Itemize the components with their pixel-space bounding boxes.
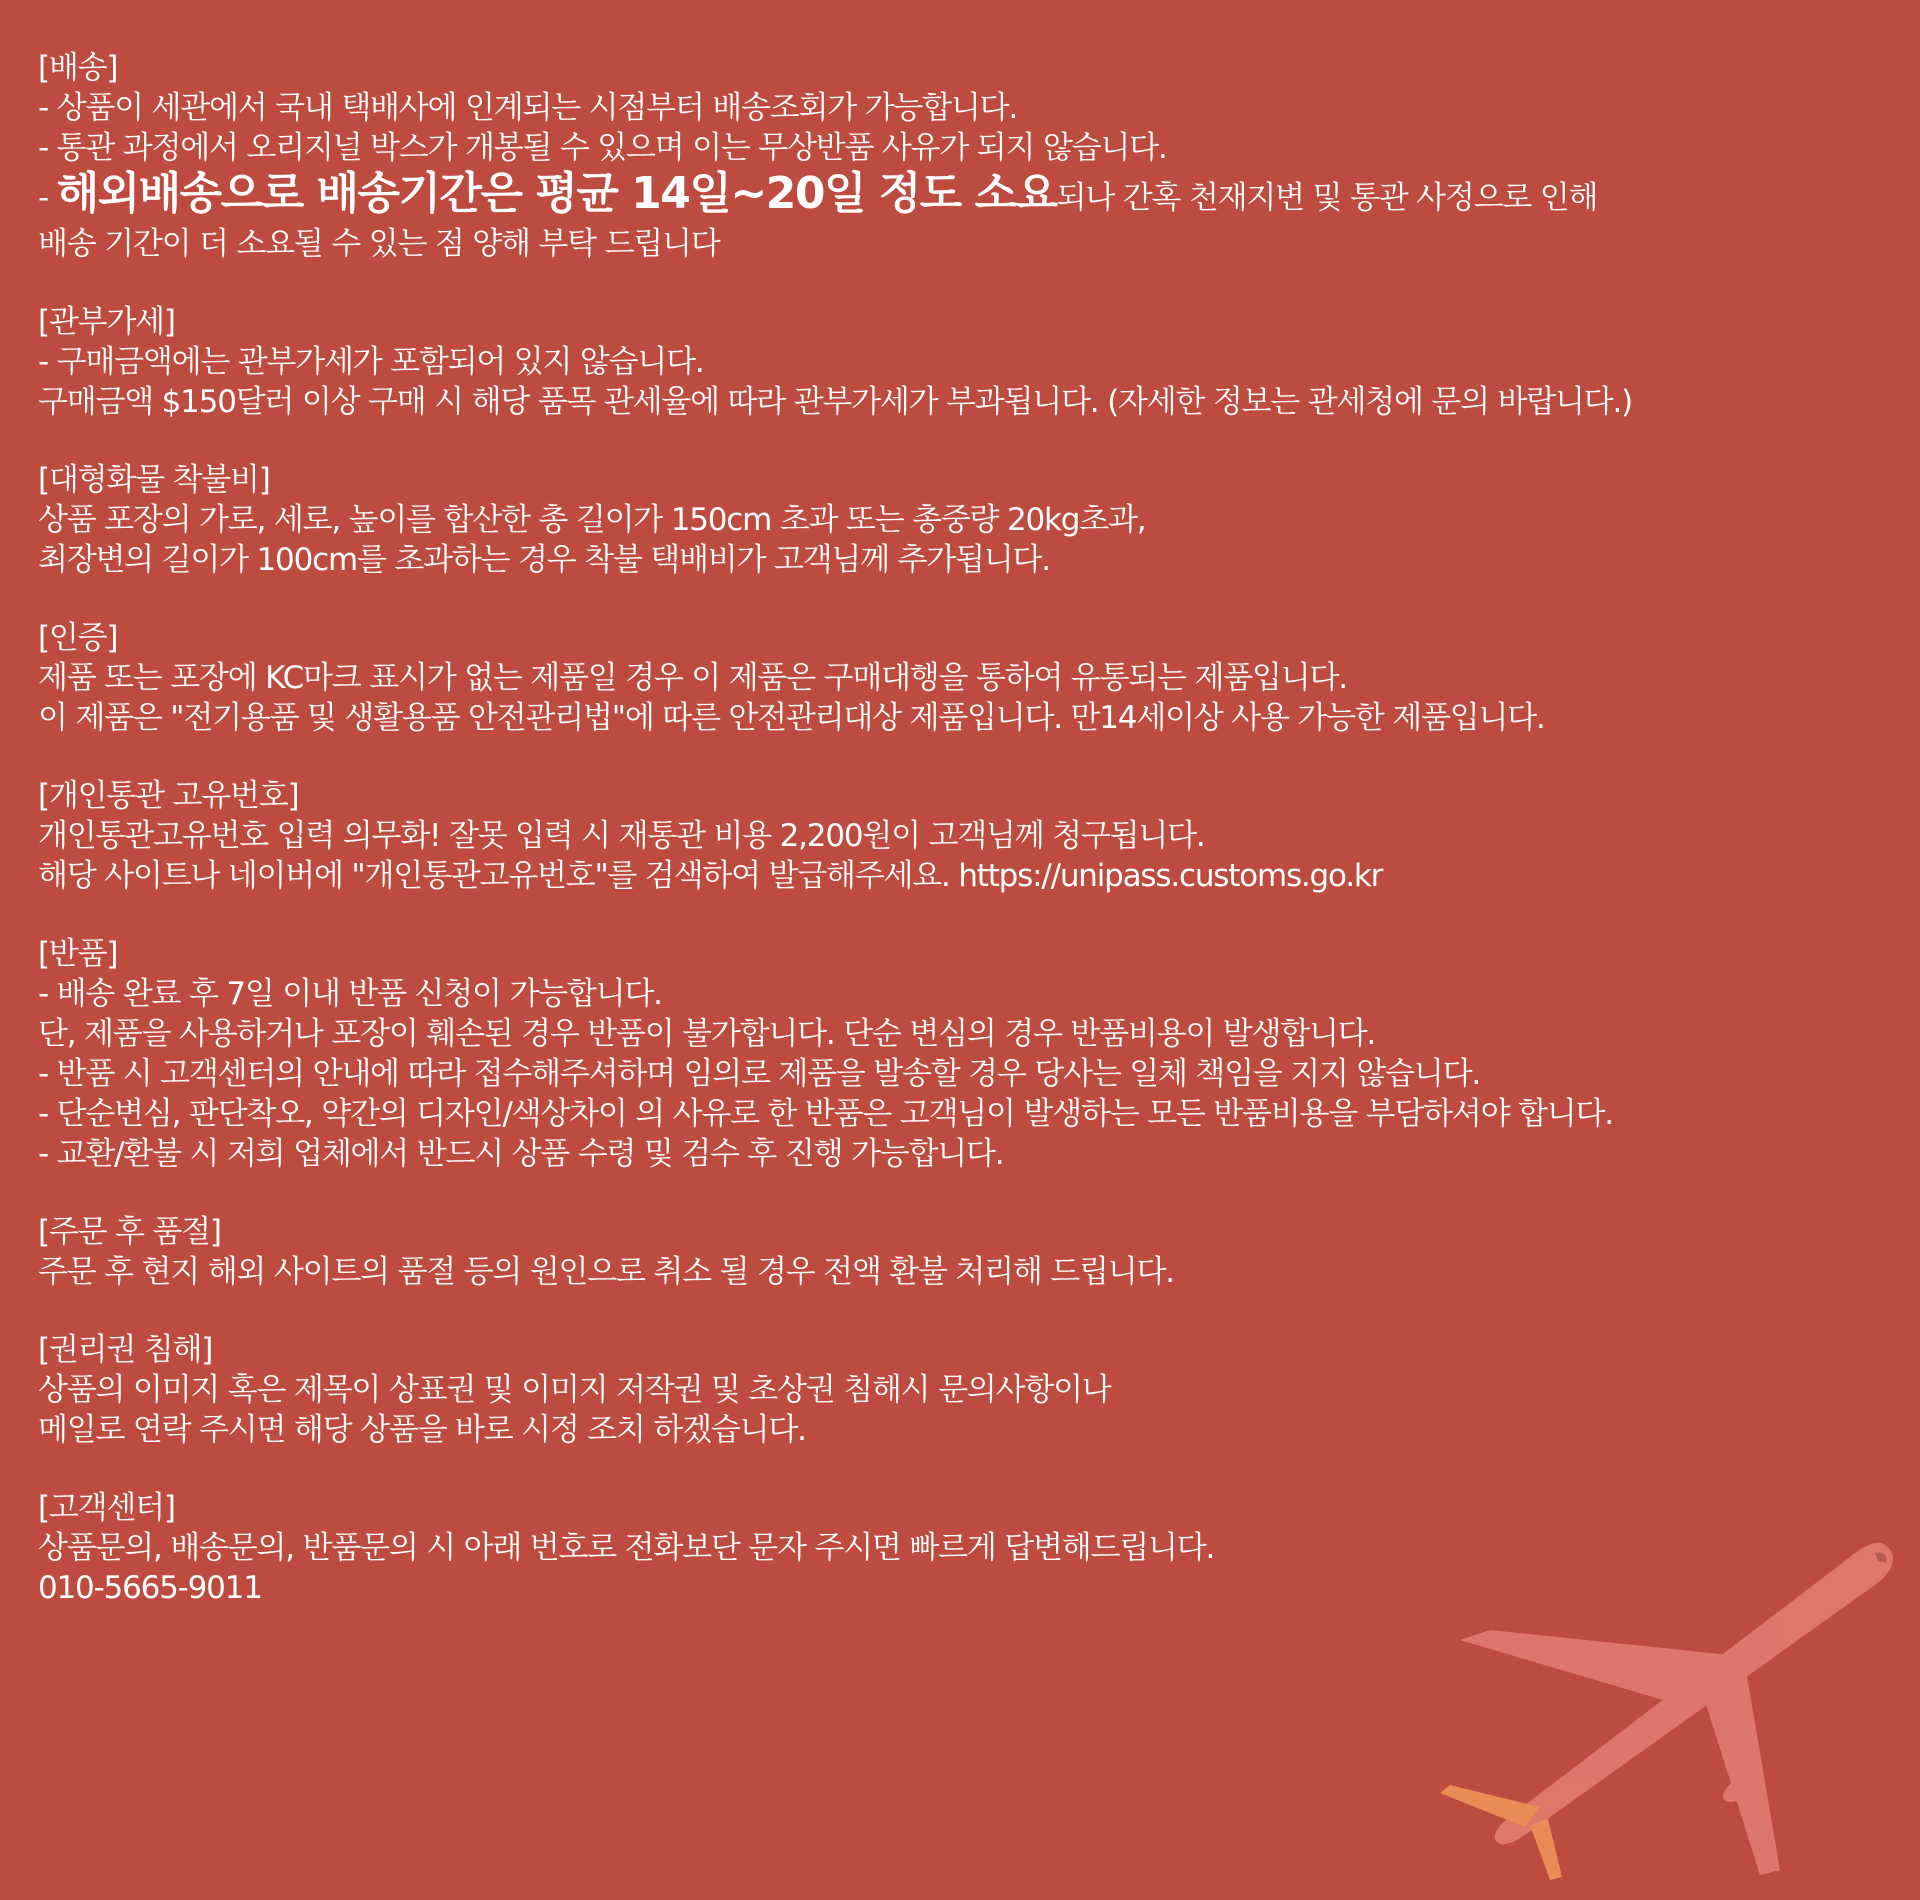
section-customs-id <box>38 776 1898 896</box>
section-line: 단, 제품을 사용하거나 포장이 훼손된 경우 반품이 불가합니다. 단순 변심의 경우 반품비용이 발생합니다. <box>38 1016 1376 1052</box>
airplane-icon <box>1430 1535 1900 1885</box>
section-customs-tax <box>38 302 1898 422</box>
emphasis-text: 해외배송으로 배송기간은 평균 14일~20일 정도 소요 <box>56 168 1057 219</box>
section-line: 주문 후 현지 해외 사이트의 품절 등의 원인으로 취소 될 경우 전액 환불 처리해 드립니다. <box>38 1254 1174 1290</box>
section-line: - 통관 과정에서 오리지널 박스가 개봉될 수 있으며 이는 무상반품 사유가 되지 않습니다. <box>38 130 1167 166</box>
section-line: 해당 사이트나 네이버에 "개인통관고유번호"를 검색하여 발급해주세요. https://unipass.customs.go.kr <box>38 858 1383 894</box>
section-line: - 교환/환불 시 저희 업체에서 반드시 상품 수령 및 검수 후 진행 가능합니다. <box>38 1136 1004 1172</box>
section-heading: [고객센터] <box>38 1490 175 1526</box>
section-heading: [권리권 침해] <box>38 1332 213 1368</box>
section-line: 배송 기간이 더 소요될 수 있는 점 양해 부탁 드립니다 <box>38 226 720 262</box>
phone-number: 010-5665-9011 <box>38 1570 262 1606</box>
section-heading: [인증] <box>38 620 118 656</box>
emphasis-line <box>38 168 1898 224</box>
section-heading: [배송] <box>38 50 118 86</box>
section-line: 최장변의 길이가 100cm를 초과하는 경우 착불 택배비가 고객님께 추가됩니다. <box>38 542 1050 578</box>
section-out-of-stock <box>38 1212 1898 1292</box>
section-line: 메일로 연락 주시면 해당 상품을 바로 시정 조치 하겠습니다. <box>38 1412 806 1448</box>
section-line: - 구매금액에는 관부가세가 포함되어 있지 않습니다. <box>38 344 704 380</box>
section-heading: [관부가세] <box>38 304 175 340</box>
section-line: 상품문의, 배송문의, 반품문의 시 아래 번호로 전화보단 문자 주시면 빠르게 답변해드립니다. <box>38 1530 1215 1566</box>
section-oversize-freight <box>38 460 1898 580</box>
section-line: 상품 포장의 가로, 세로, 높이를 합산한 총 길이가 150cm 초과 또는 총중량 20kg초과, <box>38 502 1146 538</box>
section-returns <box>38 934 1898 1174</box>
section-line: - 상품이 세관에서 국내 택배사에 인계되는 시점부터 배송조회가 가능합니다. <box>38 90 1017 126</box>
section-shipping <box>38 48 1898 264</box>
emphasis-prefix: - <box>38 180 57 216</box>
section-line: - 배송 완료 후 7일 이내 반품 신청이 가능합니다. <box>38 976 662 1012</box>
section-heading: [개인통관 고유번호] <box>38 778 299 814</box>
section-heading: [반품] <box>38 936 118 972</box>
section-line: 제품 또는 포장에 KC마크 표시가 없는 제품일 경우 이 제품은 구매대행을 통하여 유통되는 제품입니다. <box>38 660 1347 696</box>
section-heading: [주문 후 품절] <box>38 1214 221 1250</box>
section-line: - 단순변심, 판단착오, 약간의 디자인/색상차이 의 사유로 한 반품은 고객님이 발생하는 모든 반품비용을 부담하셔야 합니다. <box>38 1096 1613 1132</box>
section-line: 구매금액 $150달러 이상 구매 시 해당 품목 관세율에 따라 관부가세가 부과됩니다. (자세한 정보는 관세청에 문의 바랍니다.) <box>38 384 1633 420</box>
section-line: 이 제품은 "전기용품 및 생활용품 안전관리법"에 따른 안전관리대상 제품입니다. 만14세이상 사용 가능한 제품입니다. <box>38 700 1545 736</box>
section-line: - 반품 시 고객센터의 안내에 따라 접수해주셔하며 임의로 제품을 발송할 경우 당사는 일체 책임을 지지 않습니다. <box>38 1056 1481 1092</box>
section-certification <box>38 618 1898 738</box>
notice-document <box>38 48 1898 1646</box>
section-line: 상품의 이미지 혹은 제목이 상표권 및 이미지 저작권 및 초상권 침해시 문의사항이나 <box>38 1372 1111 1408</box>
section-heading: [대형화물 착불비] <box>38 462 270 498</box>
section-rights-infringement <box>38 1330 1898 1450</box>
section-line: 개인통관고유번호 입력 의무화! 잘못 입력 시 재통관 비용 2,200원이 고객님께 청구됩니다. <box>38 818 1205 854</box>
emphasis-rest: 되나 간혹 천재지변 및 통관 사정으로 인해 <box>1056 180 1598 216</box>
